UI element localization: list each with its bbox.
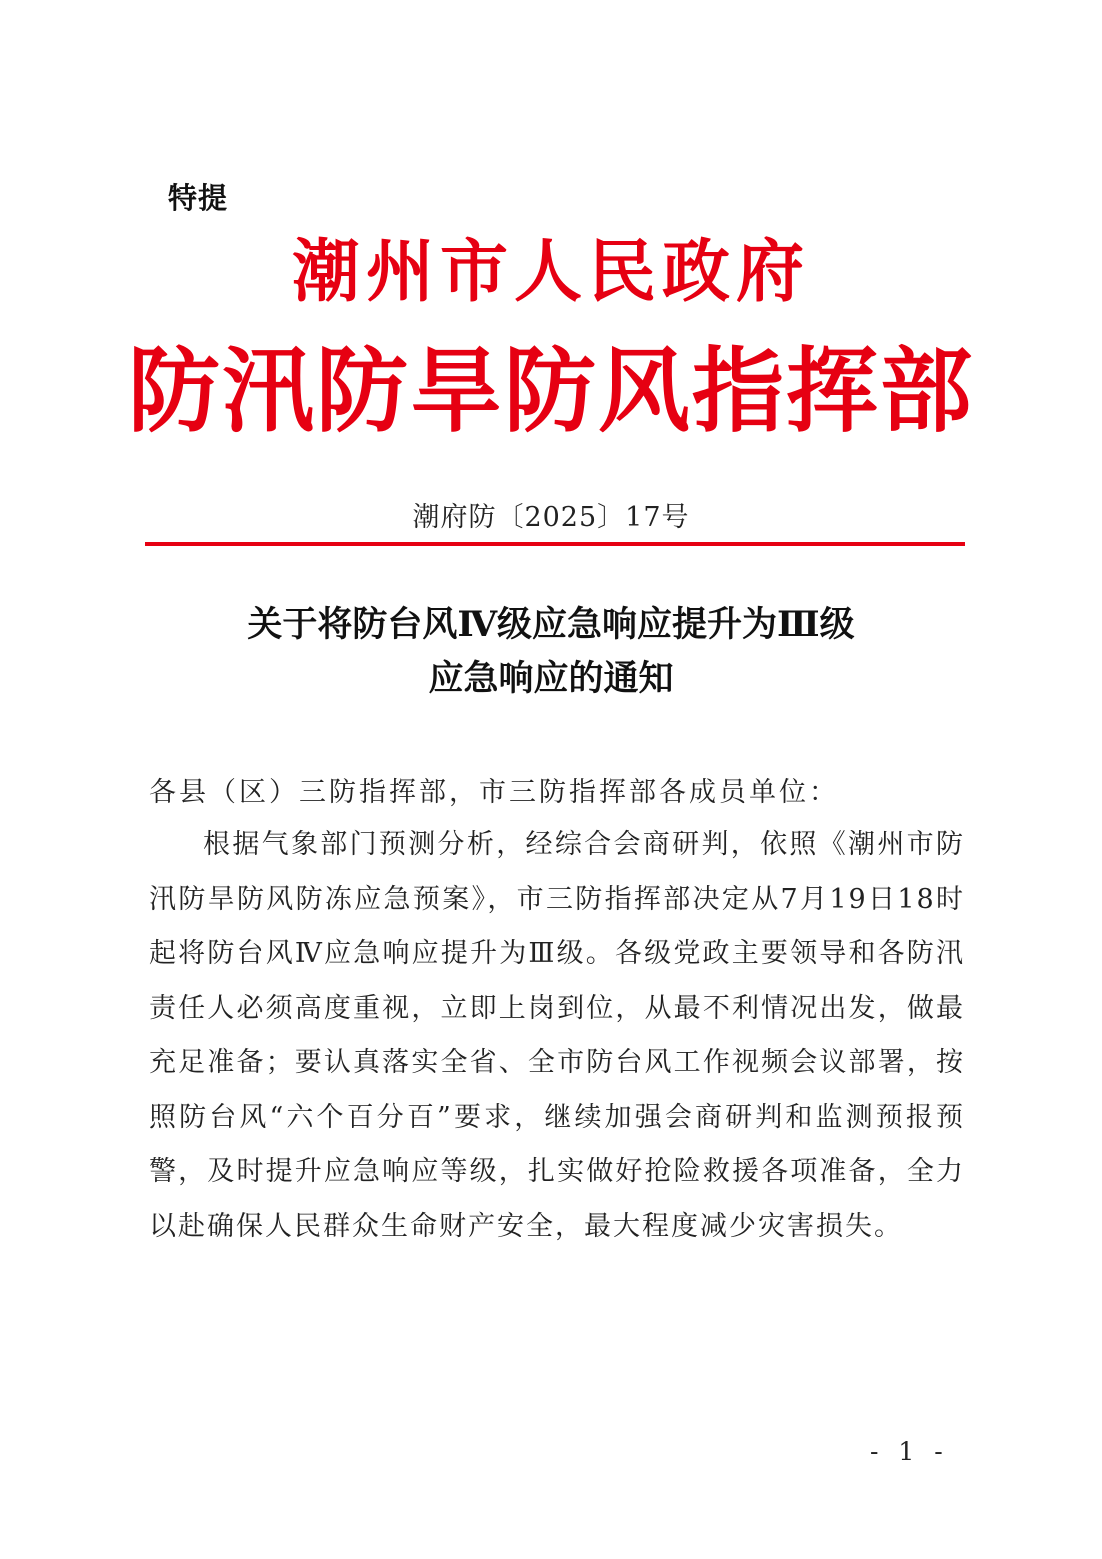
header-divider-line (145, 542, 965, 546)
issuer-name-line2: 防汛防旱防风指挥部 (127, 337, 974, 445)
urgency-label: 特提 (168, 181, 229, 215)
notice-title (0, 598, 1102, 706)
issuer-name-line1: 潮州市人民政府 (291, 232, 810, 312)
notice-title-line1: 关于将防台风Ⅳ级应急响应提升为Ⅲ级 (247, 604, 855, 645)
notice-body: 根据气象部门预测分析，经综合会商研判，依照《潮州市防汛防旱防风防冻应急预案》，市三防指挥部决定从7月19日18时起将防台风Ⅳ应急响应提升为Ⅲ级。各级党政主要领导和各防汛责任人必须高度重视，立即上岗到位，从最不利情况出发，做最充足准备；要认真落实全省、全市防台风工作视频会议部署，按照防台风“六个百分百”要求，继续加强会商研判和监测预报预警，及时提升应急响应等级，扎实做好抢险救援各项准备，全力以赴确保人民群众生命财产安全，最大程度减少灾害损失。 (149, 829, 965, 1242)
notice-title-line2: 应急响应的通知 (428, 658, 674, 699)
page-number: - 1 - (870, 1437, 949, 1466)
salutation: 各县（区）三防指挥部，市三防指挥部各成员单位： (149, 777, 839, 808)
document-number: 潮府防〔2025〕17号 (412, 502, 690, 533)
